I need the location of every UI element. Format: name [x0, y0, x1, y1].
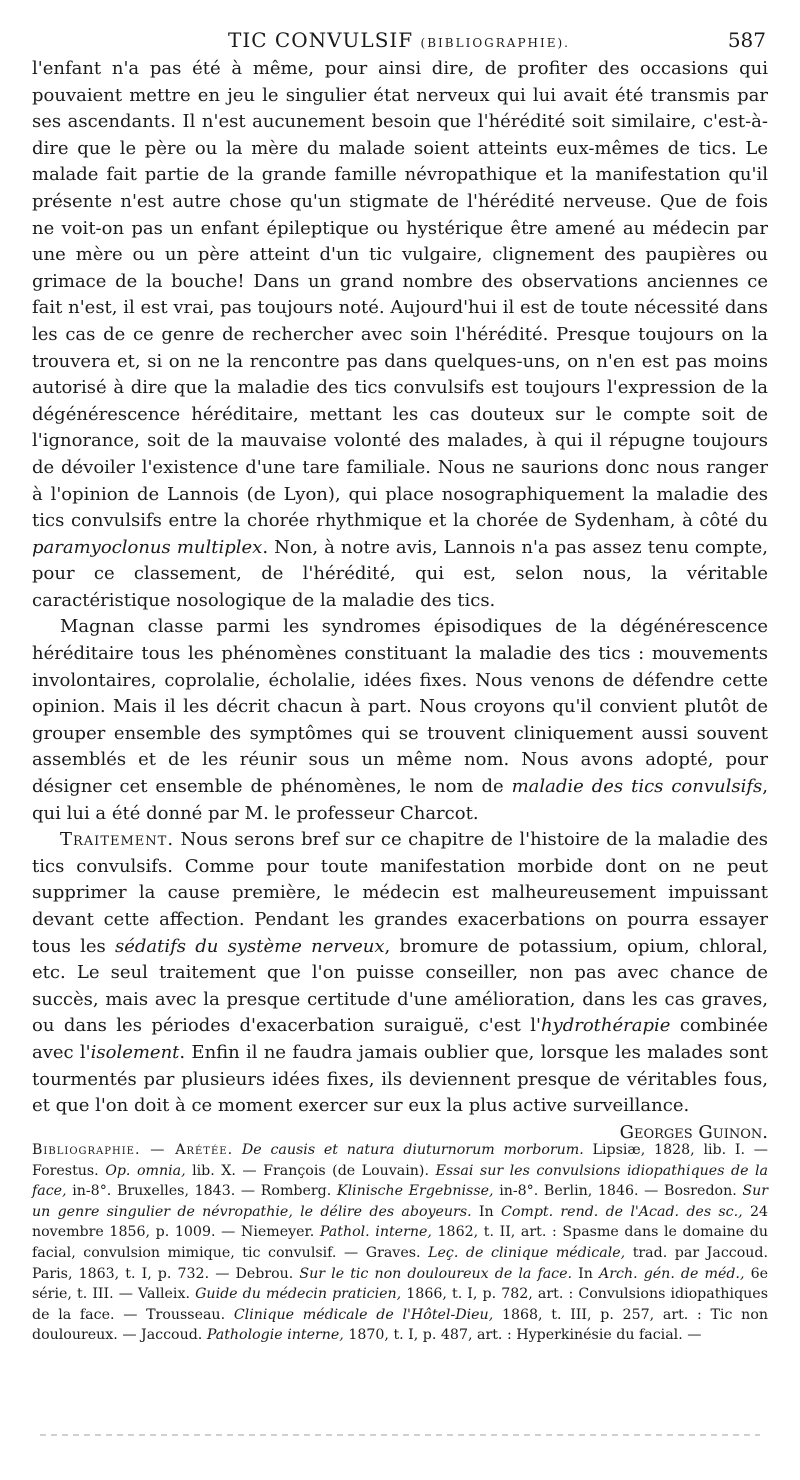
italic-term: isolement: [90, 1041, 180, 1063]
page-number: 587: [727, 28, 766, 52]
italic-term: maladie des tics convulsifs: [511, 776, 763, 798]
bibliography: Bibliographie. — Arétée. De causis et natura diuturnorum morborum. Lipsiæ, 1828, lib. I. — Forestus. Op. omnia, lib. X. — François (de Louvain). Essai sur les convulsions idiopathiques de la face, in-8°. Bruxelles, 1843. — Romberg. Klinische Ergebnisse, in-8°. Berlin, 1846. — Bosredon. Sur un genre singulier de névropathie, le délire des aboyeurs. In Compt. rend. de l'Acad. des sc., 24 novembre 1856, p. 1009. — Niemeyer. Pathol. interne, 1862, t. II, art. : Spasme dans le domaine du facial, convulsion mimique, tic convulsif. — Graves. Leç. de clinique médicale, trad. par Jaccoud. Paris, 1863, t. I, p. 732. — Debrou. Sur le tic non douloureux de la face. In Arch. gén. de méd., 6e série, t. III. — Valleix. Guide du médecin praticien, 1866, t. I, p. 782, art. : Convulsions idiopathiques de la face. — Trousseau. Clinique médicale de l'Hôtel-Dieu, 1868, t. III, p. 257, art. : Tic non douloureux. — Jaccoud. Pathologie interne, 1870, t. I, p. 487, art. : Hyperkinésie du facial. —: [32, 1142, 769, 1344]
paragraph-magnan: Magnan classe parmi les syndromes épisodiques de la dégénérescence héréditaire tous les phénomènes constituant la maladie des tics : mouvements involontaires, coprolalie, écholalie, idées fixes. Nous venons de défendre cette opinion. Mais il les décrit chacun à part. Nous croyons qu'il convient plutôt de grouper ensemble des symptômes qui se trouvent cliniquement aussi souvent assemblés et de les réunir sous un même nom. Nous avons adopté, pour désigner cet ensemble de phénomènes, le nom de maladie des tics convulsifs, qui lui a été donné par M. le professeur Charcot.: [32, 616, 769, 824]
running-title-main: TIC CONVULSIF: [228, 28, 414, 52]
paragraph-heredite: l'enfant n'a pas été à même, pour ainsi dire, de profiter des occasions qui pouvaient mettre en jeu le singulier état nerveux qui lui avait été transmis par ses ascendants. Il n'est aucunement besoin que l'hérédité soit similaire, c'est-à-dire que le père ou la mère du malade soient atteints eux-mêmes de tics. Le malade fait partie de la grande famille névropathique et la manifestation qu'il présente n'est autre chose qu'un stigmate de l'hérédité nerveuse. Que de fois ne voit-on pas un enfant épileptique ou hystérique être amené au médecin par une mère ou un père atteint d'un tic vulgaire, clignement des paupières ou grimace de la bouche! Dans un grand nombre des observations anciennes ce fait n'est, il est vrai, pas toujours noté. Aujourd'hui il est de toute nécessité dans les cas de ce genre de rechercher avec soin l'hérédité. Presque toujours on la trouvera et, si on ne la rencontre pas dans quelques-uns, on n'en est pas moins autorisé à dire que la maladie des tics convulsifs est toujours l'expression de la dégénérescence héréditaire, mettant les cas douteux sur le compte soit de l'ignorance, soit de la mauvaise volonté des malades, à qui il répugne toujours de dévoiler l'existence d'une tare familiale. Nous ne saurions donc nous ranger à l'opinion de Lannois (de Lyon), qui place nosographiquement la maladie des tics convulsifs entre la chorée rhythmique et la chorée de Sydenham, à côté du paramyoclonus multiplex. Non, à notre avis, Lannois n'a pas assez tenu compte, pour ce classement, de l'hérédité, qui est, selon nous, la véritable caractéristique nosologique de la maladie des tics.: [32, 58, 768, 611]
section-heading: Traitement.: [60, 829, 175, 851]
italic-term: paramyoclonus multiplex: [32, 536, 263, 558]
page-header: [32, 28, 766, 54]
body-text: [32, 56, 768, 1146]
italic-term: hydrothérapie: [540, 1015, 671, 1037]
faint-bleed-through-line: [40, 1434, 760, 1436]
italic-term: sédatifs du système nerveux: [115, 935, 385, 957]
paragraph-traitement: Traitement. Nous serons bref sur ce chapitre de l'histoire de la maladie des tics convulsifs. Comme pour toute manifestation morbide dont on ne peut supprimer la cause première, le médecin est malheureusement impuissant devant cette affection. Pendant les grandes exacerbations on pourra essayer tous les sédatifs du système nerveux, bromure de potassium, opium, chloral, etc. Le seul traitement que l'on puisse conseiller, non pas avec chance de succès, mais avec la presque certitude d'une amélioration, dans les cas graves, ou dans les périodes d'exacerbation suraiguë, c'est l'hydrothérapie combinée avec l'isolement. Enfin il ne faudra jamais oublier que, lorsque les malades sont tourmentés par plusieurs idées fixes, ils deviennent presque de véritables fous, et que l'on doit à ce moment exercer sur eux la plus active surveillance.: [32, 829, 768, 1117]
author-signature: Georges Guinon.: [619, 1121, 768, 1143]
running-title: [32, 28, 766, 52]
running-title-sub: (BIBLIOGRAPHIE).: [420, 36, 570, 50]
